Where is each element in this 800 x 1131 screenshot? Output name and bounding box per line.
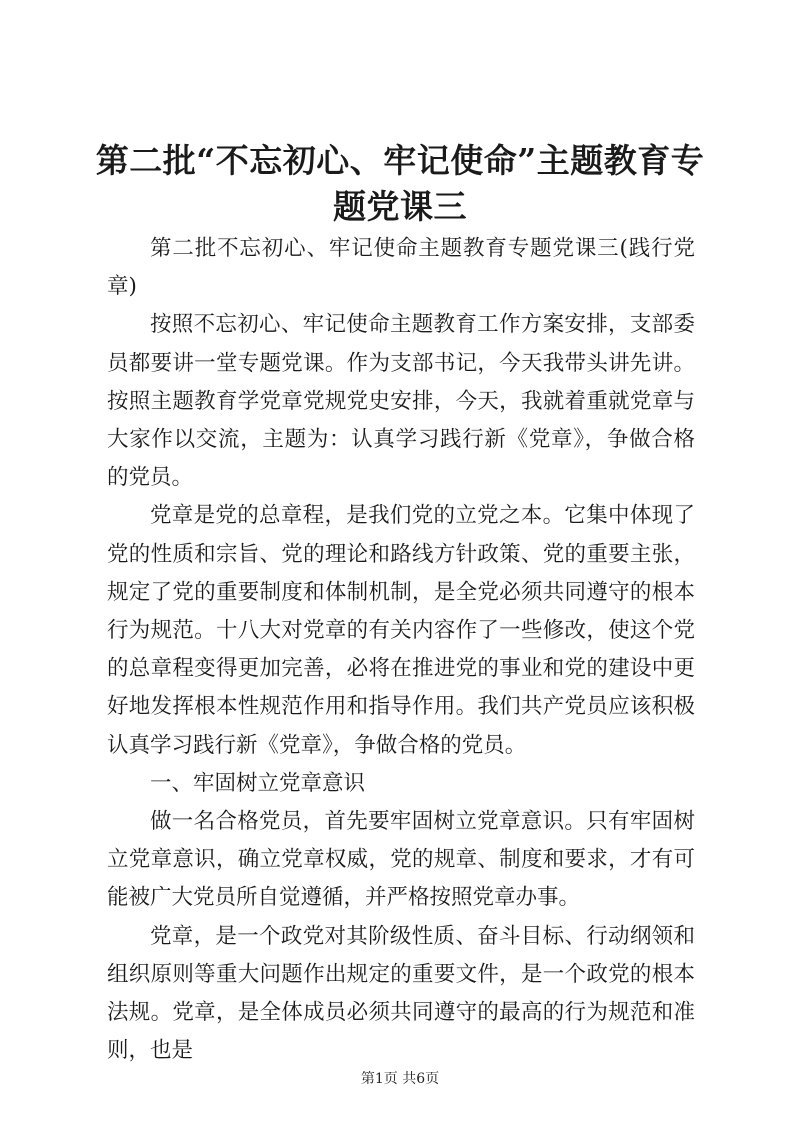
page-footer: 第1页 共6页: [360, 1071, 440, 1087]
document-body: [107, 230, 695, 1070]
section-heading: 一、牢固树立党章意识: [150, 770, 366, 796]
body-paragraph: 按照不忘初心、牢记使命主题教育工作方案安排，支部委员都要讲一堂专题党课。作为支部书记，今天我带头讲先讲。按照主题教育学党章党规党史安排，今天，我就着重就党章与大家作以交流，主题为：认真学习践行新《党章》，争做合格的党员。: [107, 312, 695, 491]
body-paragraph: 党章是党的总章程，是我们党的立党之本。它集中体现了党的性质和宗旨、党的理论和路线方针政策、党的重要主张，规定了党的重要制度和体制机制，是全党必须共同遵守的根本行为规范。十八大对党章的有关内容作了一些修改，使这个党的总章程变得更加完善，必将在推进党的事业和党的建设中更好地发挥根本性规范作用和指导作用。我们共产党员应该积极认真学习践行新《党章》，争做合格的党员。: [107, 503, 695, 758]
subtitle-paragraph: 第二批不忘初心、牢记使命主题教育专题党课三(践行党章): [107, 236, 695, 300]
body-paragraph: 党章，是一个政党对其阶级性质、奋斗目标、行动纲领和组织原则等重大问题作出规定的重要文件，是一个政党的根本法规。党章，是全体成员必须共同遵守的最高的行为规范和准则，也是: [107, 923, 695, 1064]
document-title: 第二批“不忘初心、牢记使命”主题教育专题党课三: [95, 141, 705, 226]
body-paragraph: 做一名合格党员，首先要牢固树立党章意识。只有牢固树立党章意识，确立党章权威，党的规章、制度和要求，才有可能被广大党员所自觉遵循，并严格按照党章办事。: [107, 809, 695, 911]
